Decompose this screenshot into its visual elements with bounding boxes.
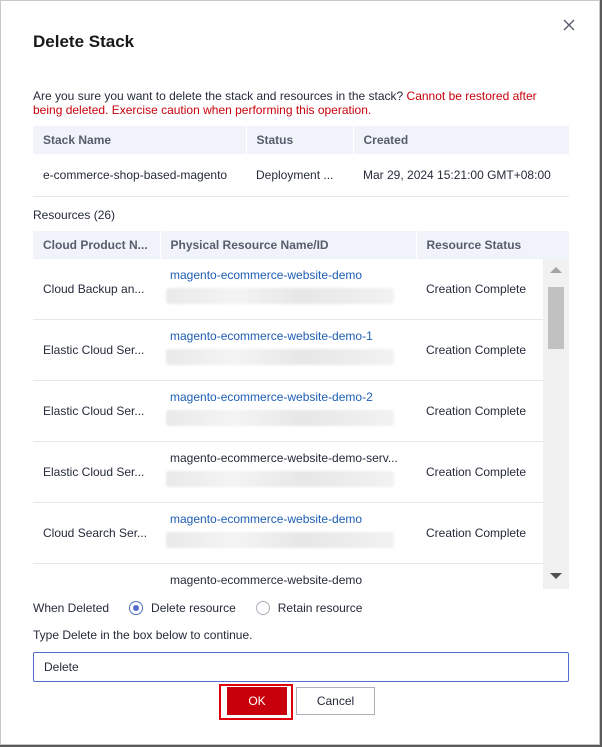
scroll-down-icon[interactable] xyxy=(550,573,562,579)
table-row xyxy=(33,259,543,320)
confirm-input[interactable] xyxy=(33,652,569,682)
scroll-up-icon[interactable] xyxy=(550,267,562,273)
stack-table xyxy=(33,126,570,197)
created-cell: Mar 29, 2024 15:21:00 GMT+08:00 xyxy=(353,154,569,197)
product-header: Cloud Product N... xyxy=(33,231,160,259)
table-row xyxy=(33,154,569,197)
stack-name-header: Stack Name xyxy=(33,126,246,154)
confirm-instruction: Type Delete in the box below to continue. xyxy=(33,628,253,642)
resource-link[interactable]: magento-ecommerce-website-demo xyxy=(170,512,363,526)
radio-selected-icon[interactable] xyxy=(129,601,143,615)
when-deleted-label: When Deleted xyxy=(33,601,110,615)
resource-name: magento-ecommerce-website-demo-serv... xyxy=(170,451,398,465)
resources-header xyxy=(33,231,570,259)
redacted-id xyxy=(166,410,394,426)
table-row xyxy=(33,442,543,503)
status-cell: Creation Complete xyxy=(416,320,543,381)
delete-resource-label[interactable]: Delete resource xyxy=(151,601,236,615)
redacted-id xyxy=(166,349,394,365)
status-cell xyxy=(416,564,543,590)
radio-unselected-icon[interactable] xyxy=(256,601,270,615)
scrollbar[interactable] xyxy=(543,259,569,589)
status-cell: Creation Complete xyxy=(416,259,543,320)
resource-name: magento-ecommerce-website-demo xyxy=(170,573,363,587)
redacted-id xyxy=(166,471,394,487)
redacted-id xyxy=(166,288,394,304)
ok-button[interactable]: OK xyxy=(227,687,287,715)
product-cell: Elastic Cloud Ser... xyxy=(33,442,160,503)
product-cell: Cloud Backup an... xyxy=(33,259,160,320)
product-cell: Elastic Cloud Ser... xyxy=(33,381,160,442)
warning-red: Cannot be restored after being deleted. Exercise caution when performing this operation. xyxy=(33,89,537,117)
close-icon[interactable] xyxy=(559,15,579,35)
status-cell: Creation Complete xyxy=(416,442,543,503)
table-row xyxy=(33,564,543,590)
retain-resource-label[interactable]: Retain resource xyxy=(277,601,363,615)
warning-text xyxy=(33,89,553,117)
when-deleted-group xyxy=(33,601,362,615)
product-cell: Elastic Cloud Ser... xyxy=(33,320,160,381)
table-row xyxy=(33,320,543,381)
resource-link[interactable]: magento-ecommerce-website-demo xyxy=(170,268,363,282)
created-header: Created xyxy=(353,126,569,154)
status-cell: Creation Complete xyxy=(416,381,543,442)
delete-resource-radio[interactable] xyxy=(129,601,236,615)
resources-label: Resources (26) xyxy=(33,208,116,222)
resource-name-header: Physical Resource Name/ID xyxy=(160,231,416,259)
stack-name-cell: e-commerce-shop-based-magento xyxy=(33,154,246,197)
resource-link[interactable]: magento-ecommerce-website-demo-1 xyxy=(170,329,373,343)
retain-resource-radio[interactable] xyxy=(256,601,363,615)
resource-link[interactable]: magento-ecommerce-website-demo-2 xyxy=(170,390,373,404)
product-cell: Cloud Search Ser... xyxy=(33,503,160,564)
cancel-button[interactable]: Cancel xyxy=(296,687,375,715)
dialog-title: Delete Stack xyxy=(33,32,135,51)
table-row xyxy=(33,381,543,442)
warning-plain: Are you sure you want to delete the stack and resources in the stack? xyxy=(33,89,407,103)
redacted-id xyxy=(166,532,394,548)
status-cell: Deployment ... xyxy=(246,154,353,197)
resource-status-header: Resource Status xyxy=(416,231,569,259)
scrollbar-thumb[interactable] xyxy=(548,287,564,349)
status-header: Status xyxy=(246,126,353,154)
table-row xyxy=(33,503,543,564)
resources-list[interactable] xyxy=(33,259,569,589)
product-cell xyxy=(33,564,160,590)
status-cell: Creation Complete xyxy=(416,503,543,564)
